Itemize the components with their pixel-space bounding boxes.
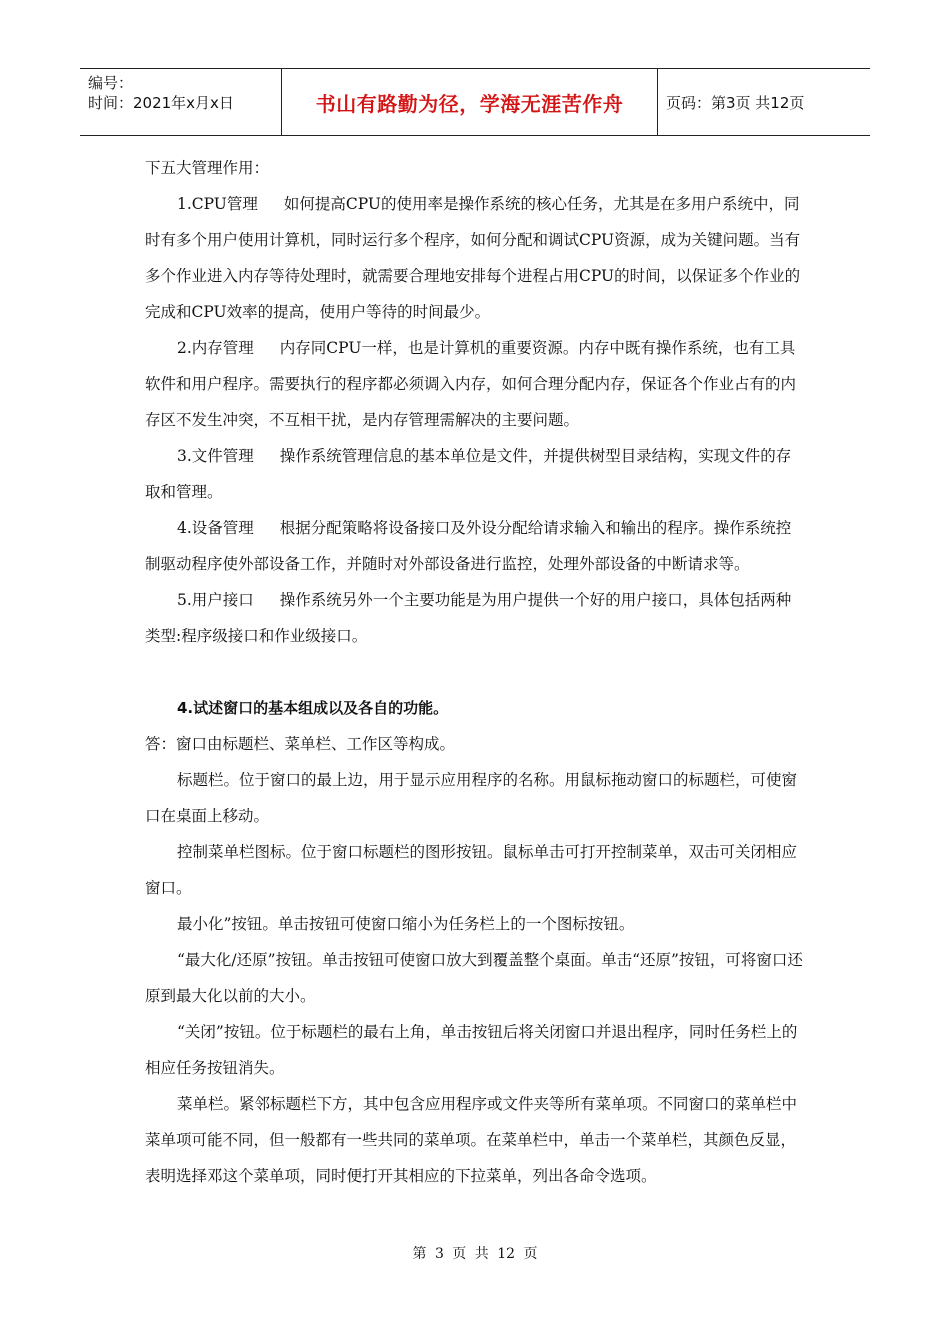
- question-heading: 4.试述窗口的基本组成以及各自的功能。: [177, 699, 449, 717]
- paragraph: 控制菜单栏图标。位于窗口标题栏的图形按钮。鼠标单击可打开控制菜单，双击可关闭相应窗口。: [145, 843, 798, 897]
- item-text: 内存同CPU一样，也是计算机的重要资源。内存中既有操作系统，也有工具软件和用户程序。需要执行的程序都必须调入内存，如何合理分配内存，保证各个作业占有的内存区不发生冲突，不互相干扰，是内存管理需解决的主要问题。: [145, 339, 797, 429]
- document-time: 时间：2021年x月x日: [88, 94, 234, 112]
- document-body: [145, 150, 805, 1194]
- item-label: 2.内存管理: [177, 339, 254, 357]
- item-text: 操作系统另外一个主要功能是为用户提供一个好的用户接口，具体包括两种类型:程序级接口和作业级接口。: [145, 591, 792, 645]
- document-number: 编号：: [88, 74, 134, 92]
- item-text: 如何提高CPU的使用率是操作系统的核心任务，尤其是在多用户系统中，同时有多个用户使用计算机，同时运行多个程序，如何分配和调试CPU资源，成为关键问题。当有多个作业进入内存等待处理时，就需要合理地安排每个进程占用CPU的时间，以保证多个作业的完成和CPU效率的提高，使用户等待的时间最少。: [145, 195, 801, 321]
- item-label: 5.用户接口: [177, 591, 254, 609]
- header-page-info: 页码：第3页 共12页: [666, 93, 805, 112]
- item-text: 根据分配策略将设备接口及外设分配给请求输入和输出的程序。操作系统控制驱动程序使外部设备工作，并随时对外部设备进行监控，处理外部设备的中断请求等。: [145, 519, 792, 573]
- section-gap: [145, 654, 805, 690]
- paragraph: 最小化”按钮。单击按钮可使窗口缩小为任务栏上的一个图标按钮。: [177, 915, 635, 933]
- item-text: 操作系统管理信息的基本单位是文件，并提供树型目录结构，实现文件的存取和管理。: [145, 447, 792, 501]
- item-label: 3.文件管理: [177, 447, 254, 465]
- header-meta: [80, 69, 282, 135]
- list-item: [145, 510, 805, 582]
- list-item: [145, 582, 805, 654]
- intro-text: 下五大管理作用：: [145, 159, 270, 177]
- page-footer: 第 3 页 共 12 页: [412, 1246, 538, 1262]
- list-item: [145, 186, 805, 330]
- answer-text: 答：窗口由标题栏、菜单栏、工作区等构成。: [145, 735, 456, 753]
- item-label: 1.CPU管理: [177, 195, 258, 213]
- page-header: [80, 68, 870, 136]
- paragraph: 菜单栏。紧邻标题栏下方，其中包含应用程序或文件夹等所有菜单项。不同窗口的菜单栏中菜单项可能不同，但一般都有一些共同的菜单项。在菜单栏中，单击一个菜单栏，其颜色反显，表明选择邓这个菜单项，同时便打开其相应的下拉菜单，列出各命令选项。: [145, 1095, 798, 1185]
- item-label: 4.设备管理: [177, 519, 254, 537]
- list-item: [145, 330, 805, 438]
- paragraph: “关闭”按钮。位于标题栏的最右上角，单击按钮后将关闭窗口并退出程序，同时任务栏上的相应任务按钮消失。: [145, 1023, 798, 1077]
- header-motto: 书山有路勤为径，学海无涯苦作舟: [282, 69, 658, 135]
- paragraph: 标题栏。位于窗口的最上边，用于显示应用程序的名称。用鼠标拖动窗口的标题栏，可使窗口在桌面上移动。: [145, 771, 798, 825]
- paragraph: “最大化/还原”按钮。单击按钮可使窗口放大到覆盖整个桌面。单击“还原”按钮，可将窗口还原到最大化以前的大小。: [145, 951, 803, 1005]
- list-item: [145, 438, 805, 510]
